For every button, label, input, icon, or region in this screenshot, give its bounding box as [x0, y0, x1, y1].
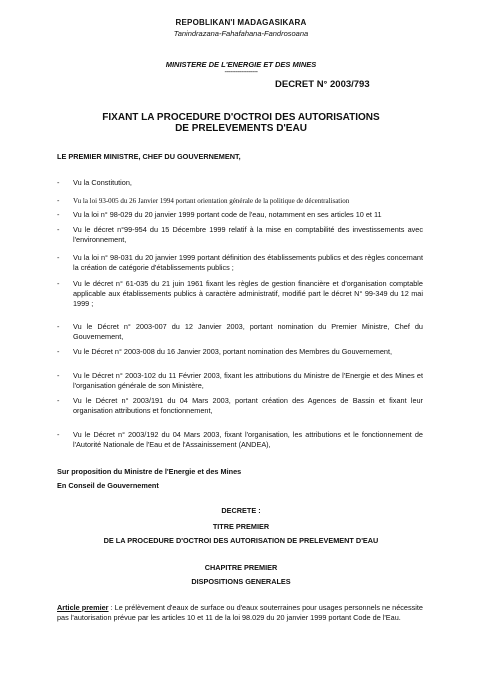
- list-dash: -: [57, 322, 60, 331]
- consideration-text: Vu le Décret n° 2003-102 du 11 Février 2003, fixant les attributions du Ministre de l'Energie et des Mines et l'organisation générale de son Ministère,: [73, 371, 423, 390]
- prime-minister-heading: LE PREMIER MINISTRE, CHEF DU GOUVERNEMENT,: [57, 152, 241, 161]
- list-dash: -: [57, 396, 60, 405]
- proposal-line: Sur proposition du Ministre de l'Energie et des Mines: [57, 467, 242, 476]
- title-number: TITRE PREMIER: [212, 522, 270, 531]
- title-subject: DE LA PROCEDURE D'OCTROI DES AUTORISATION DE PRELEVEMENT D'EAU: [103, 536, 379, 545]
- country-name: REPOBLIKAN'I MADAGASIKARA: [175, 18, 307, 27]
- article-paragraph: [57, 603, 423, 623]
- article-label: Article premier: [57, 603, 109, 612]
- decree-title-line-2: DE PRELEVEMENTS D'EAU: [175, 123, 307, 134]
- national-motto: Tanindrazana-Fahafahana-Fandrosoana: [173, 29, 309, 38]
- consideration-text: Vu la Constitution,: [73, 178, 132, 187]
- chapter-subject: DISPOSITIONS GENERALES: [191, 577, 291, 586]
- decree-title-line-1: FIXANT LA PROCEDURE D'OCTROI DES AUTORISATIONS: [102, 112, 380, 123]
- ministry-name: MINISTERE DE L'ENERGIE ET DES MINES: [165, 60, 317, 69]
- consideration-text: Vu la loi n° 98-029 du 20 janvier 1999 portant code de l'eau, notamment en ses articles 10 et 11: [73, 210, 382, 219]
- decree-number: DECRET N° 2003/793: [275, 79, 370, 90]
- consideration-text: Vu le décret n° 61-035 du 21 juin 1961 fixant les règles de gestion financière et d'organisation comptable applicable aux établissements publics à caractère administratif, modifié part le décret N° 99-349 du 12 mai 1999 ;: [73, 279, 423, 308]
- list-dash: -: [57, 178, 60, 187]
- list-dash: -: [57, 371, 60, 380]
- list-dash: -: [57, 430, 60, 439]
- list-dash: -: [57, 279, 60, 288]
- consideration-text: Vu le décret n°99-954 du 15 Décembre 1999 relatif à la mise en comptabilité des investissements avec l'environnement,: [73, 225, 423, 244]
- decrete-heading: DECRETE :: [221, 506, 261, 515]
- consideration-text: Vu le Décret n° 2003/191 du 04 Mars 2003, portant création des Agences de Bassin et fixant leur organisation attributions et fonctionnement,: [73, 396, 423, 415]
- header-separator: ------------------: [224, 69, 258, 76]
- consideration-text: Vu le Décret n° 2003-007 du 12 Janvier 2003, portant nomination du Premier Ministre, Chef du Gouvernement,: [73, 322, 423, 341]
- list-dash: -: [57, 253, 60, 262]
- list-dash: -: [57, 196, 60, 205]
- consideration-text: Vu la loi n° 98-031 du 20 janvier 1999 portant définition des établissements publics et des règles concernant la création de catégorie d'établissements publics ;: [73, 253, 423, 272]
- consideration-text: Vu la loi 93-005 du 26 Janvier 1994 portant orientation générale de la politique de décentralisation: [73, 197, 350, 205]
- consideration-text: Vu le Décret n° 2003-008 du 16 Janvier 2003, portant nomination des Membres du Gouvernement,: [73, 347, 393, 356]
- article-text: : Le prélèvement d'eaux de surface ou d'eaux souterraines pour usages personnels ne nécessite pas l'autorisation prévue par les articles 10 et 11 de la loi 98.029 du 20 janvier 1999 portant Code de l'Eau.: [57, 603, 423, 622]
- list-dash: -: [57, 347, 60, 356]
- consideration-text: Vu le Décret n° 2003/192 du 04 Mars 2003, fixant l'organisation, les attributions et le fonctionnement de l'Autorité Nationale de l'Eau et de l'Assainissement (ANDEA),: [73, 430, 423, 449]
- chapter-number: CHAPITRE PREMIER: [204, 563, 278, 572]
- list-dash: -: [57, 210, 60, 219]
- list-dash: -: [57, 225, 60, 234]
- council-line: En Conseil de Gouvernement: [57, 481, 159, 490]
